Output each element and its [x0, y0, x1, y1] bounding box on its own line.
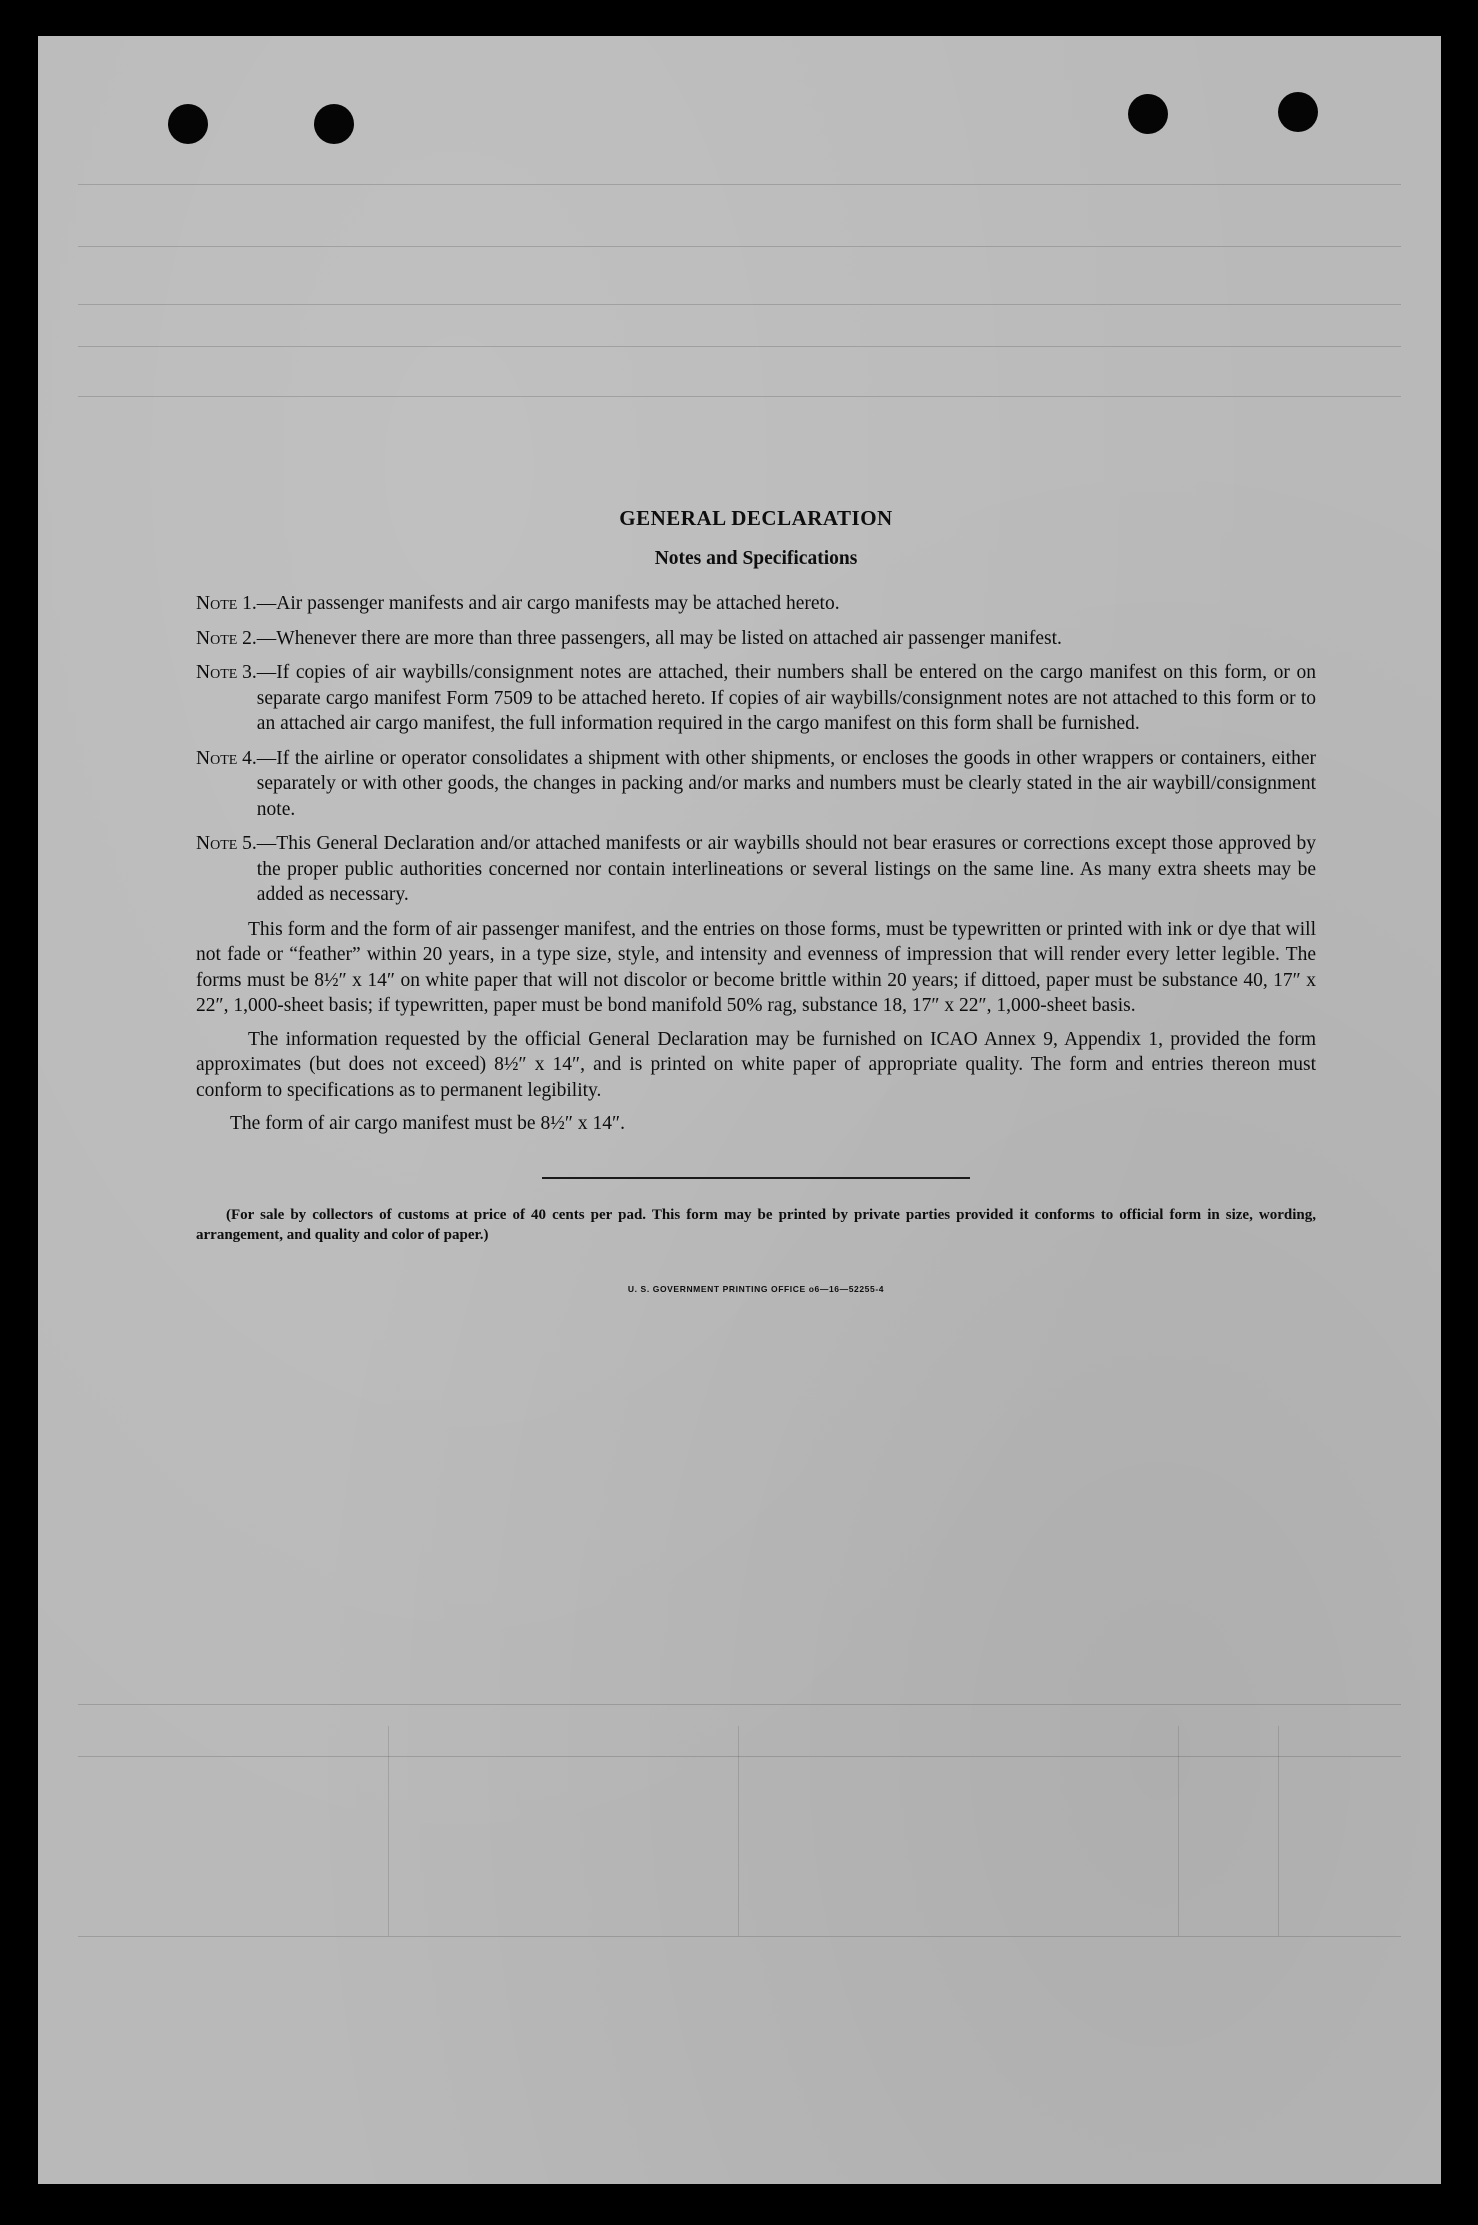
- note-label: Note 4.: [196, 747, 257, 769]
- punch-hole: [1278, 92, 1318, 132]
- specification-paragraph: The form of air cargo manifest must be 8½″ x 14″.: [230, 1113, 625, 1134]
- specification-paragraph: The information requested by the official General Declaration may be furnished on ICAO Annex 9, Appendix 1, provided the form approximates (but does not exceed) 8½″ x 14″, and is printed on white paper of appropriate quality. The form and entries thereon must conform to specifications as to permanent legibility.: [196, 1028, 1316, 1101]
- punch-hole: [168, 104, 208, 144]
- sale-note: (For sale by collectors of customs at price of 40 cents per pad. This form may be printed by private parties provided it conforms to official form in size, wording, arrangement, and quality and color of paper.): [196, 1206, 1316, 1243]
- punch-hole: [1128, 94, 1168, 134]
- page-subtitle: Notes and Specifications: [654, 547, 858, 569]
- note-label: Note 3.: [196, 662, 257, 683]
- note-text: —This General Declaration and/or attached manifests or air waybills should not bear erasures or corrections except those approved by the proper public authorities concerned nor contain interlineations or several listings on the same line. As many extra sheets may be added as necessary.: [256, 833, 1316, 905]
- note-5: [196, 831, 1316, 908]
- note-text: —If copies of air waybills/consignment notes are attached, their numbers shall be entered on the cargo manifest on this form, or on separate cargo manifest Form 7509 to be attached hereto. If copies of air waybills/consignment notes are not attached to this form or to an attached air cargo manifest, the full information required in the cargo manifest on this form shall be furnished.: [256, 662, 1316, 734]
- notes-and-specifications: [196, 506, 1316, 1302]
- note-3: [196, 660, 1316, 737]
- printer-imprint: U. S. GOVERNMENT PRINTING OFFICE o6—16—52255-4: [627, 1283, 885, 1294]
- note-label: Note 5.: [196, 833, 257, 854]
- document-page: [38, 36, 1441, 2184]
- note-label: Note 2.: [196, 627, 257, 649]
- note-label: Note 1.: [196, 593, 257, 614]
- note-4: [196, 746, 1316, 823]
- divider: [542, 1177, 970, 1179]
- punch-hole: [314, 104, 354, 144]
- specification-paragraph: This form and the form of air passenger manifest, and the entries on those forms, must be typewritten or printed with ink or dye that will not fade or “feather” within 20 years, in a type size, style, and intensity and evenness of impression that will render every letter legible. The forms must be 8½″ x 14″ on white paper that will not discolor or become brittle within 20 years; if dittoed, paper must be substance 40, 17″ x 22″, 1,000-sheet basis; if typewritten, paper must be bond manifold 50% rag, substance 18, 17″ x 22″, 1,000-sheet basis.: [196, 918, 1316, 1016]
- page-title: GENERAL DECLARATION: [619, 506, 893, 530]
- note-text: —If the airline or operator consolidates a shipment with other shipments, or encloses the goods in other wrappers or containers, either separately or with other goods, the changes in packing and/or marks and numbers must be clearly stated in the air waybill/consignment note.: [256, 747, 1316, 820]
- note-1: [196, 591, 1316, 617]
- note-text: —Whenever there are more than three passengers, all may be listed on attached air passenger manifest.: [256, 627, 1062, 649]
- note-2: [196, 626, 1316, 652]
- note-text: —Air passenger manifests and air cargo manifests may be attached hereto.: [256, 593, 840, 614]
